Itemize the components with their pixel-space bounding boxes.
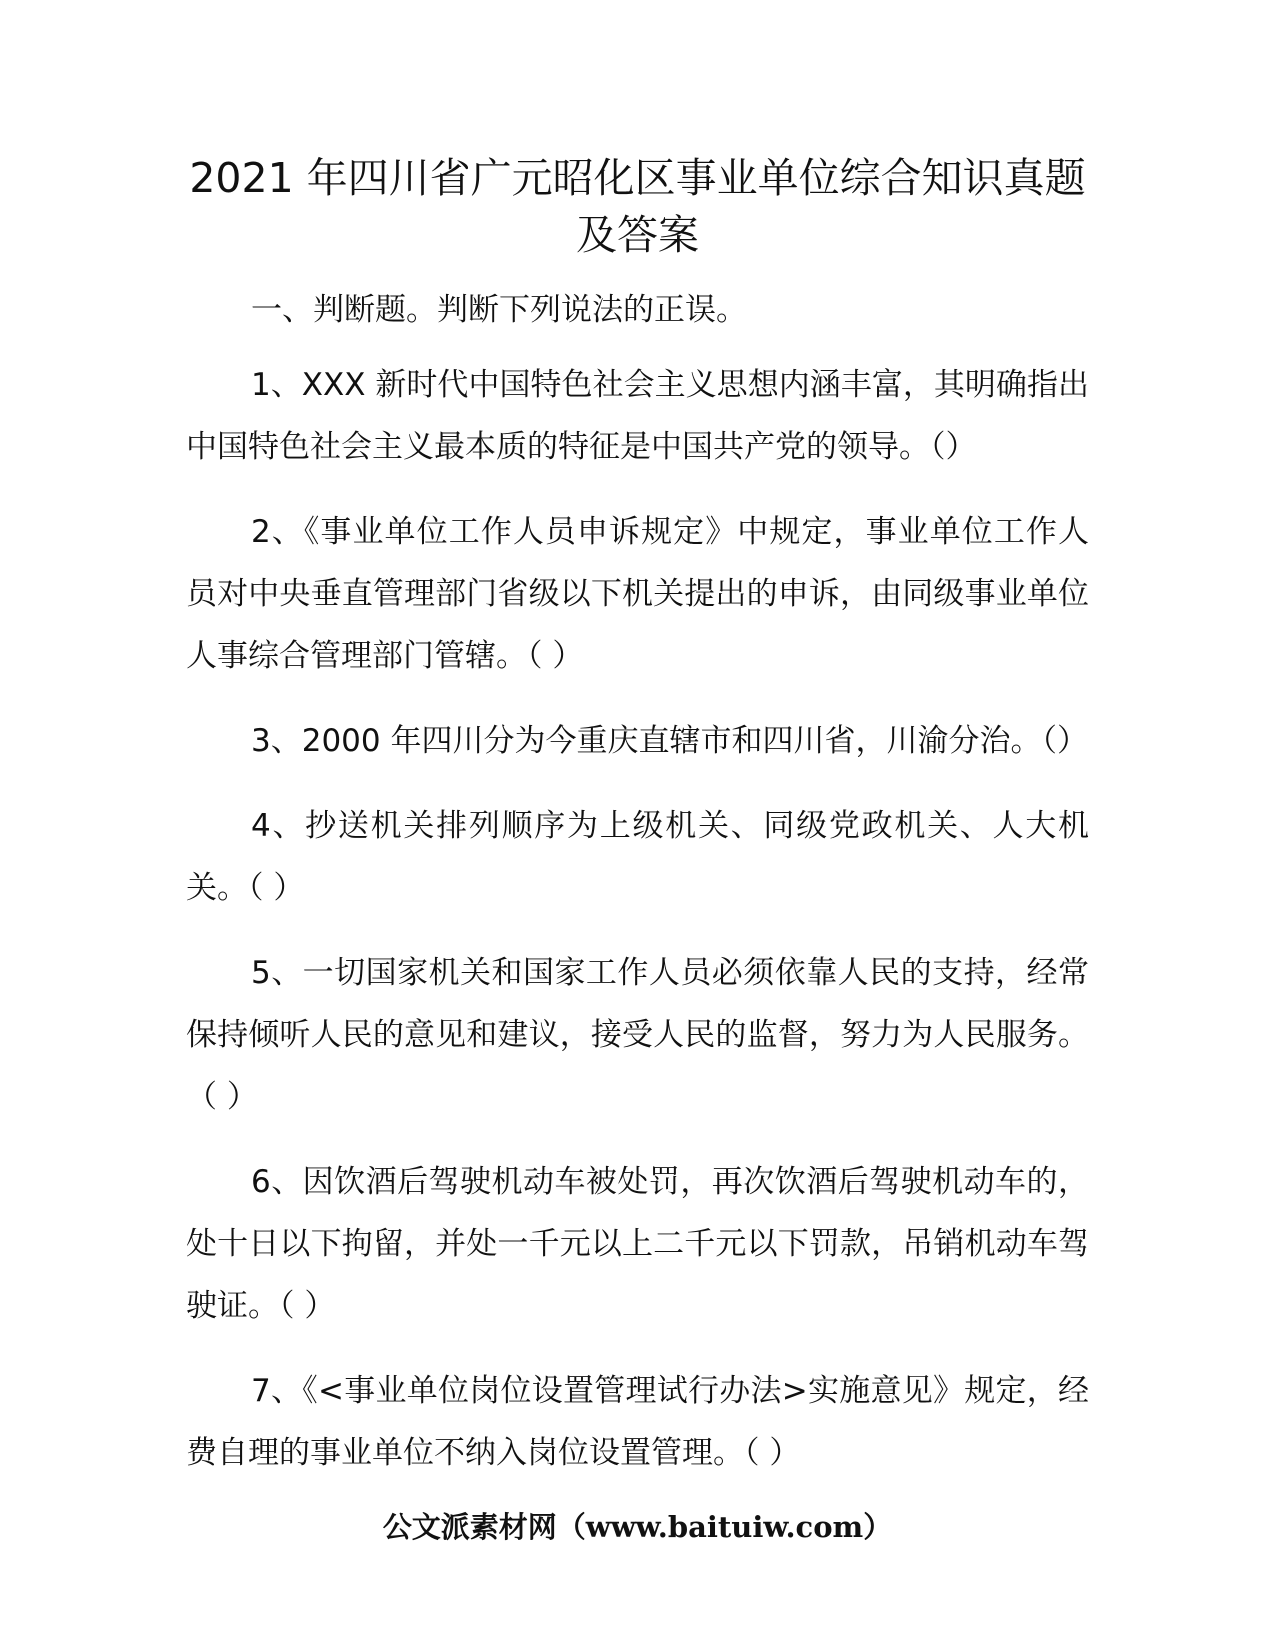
question-2: 2、《事业单位工作人员申诉规定》中规定，事业单位工作人员对中央垂直管理部门省级以下机关提出的申诉，由同级事业单位人事综合管理部门管辖。（ ） [186, 514, 1089, 674]
document-title: 2021 年四川省广元昭化区事业单位综合知识真题及答案 [189, 154, 1086, 259]
question-3: 3、2000 年四川分为今重庆直辖市和四川省，川渝分治。（） [251, 723, 1088, 759]
question-4: 4、抄送机关排列顺序为上级机关、同级党政机关、人大机关。（ ） [186, 808, 1089, 906]
section-heading: 一、判断题。判断下列说法的正误。 [251, 292, 747, 328]
document-body [186, 150, 1089, 1484]
footer-watermark: 公文派素材网（www.baituiw.com） [382, 1510, 893, 1544]
question-1: 1、XXX 新时代中国特色社会主义思想内涵丰富，其明确指出中国特色社会主义最本质的特征是中国共产党的领导。（） [186, 367, 1089, 465]
question-6: 6、因饮酒后驾驶机动车被处罚，再次饮酒后驾驶机动车的，处十日以下拘留，并处一千元以上二千元以下罚款，吊销机动车驾驶证。（ ） [186, 1164, 1089, 1324]
question-7: 7、《<事业单位岗位设置管理试行办法>实施意见》规定，经费自理的事业单位不纳入岗位设置管理。（ ） [186, 1373, 1089, 1471]
question-5: 5、一切国家机关和国家工作人员必须依靠人民的支持，经常保持倾听人民的意见和建议，接受人民的监督，努力为人民服务。（ ） [186, 955, 1089, 1115]
